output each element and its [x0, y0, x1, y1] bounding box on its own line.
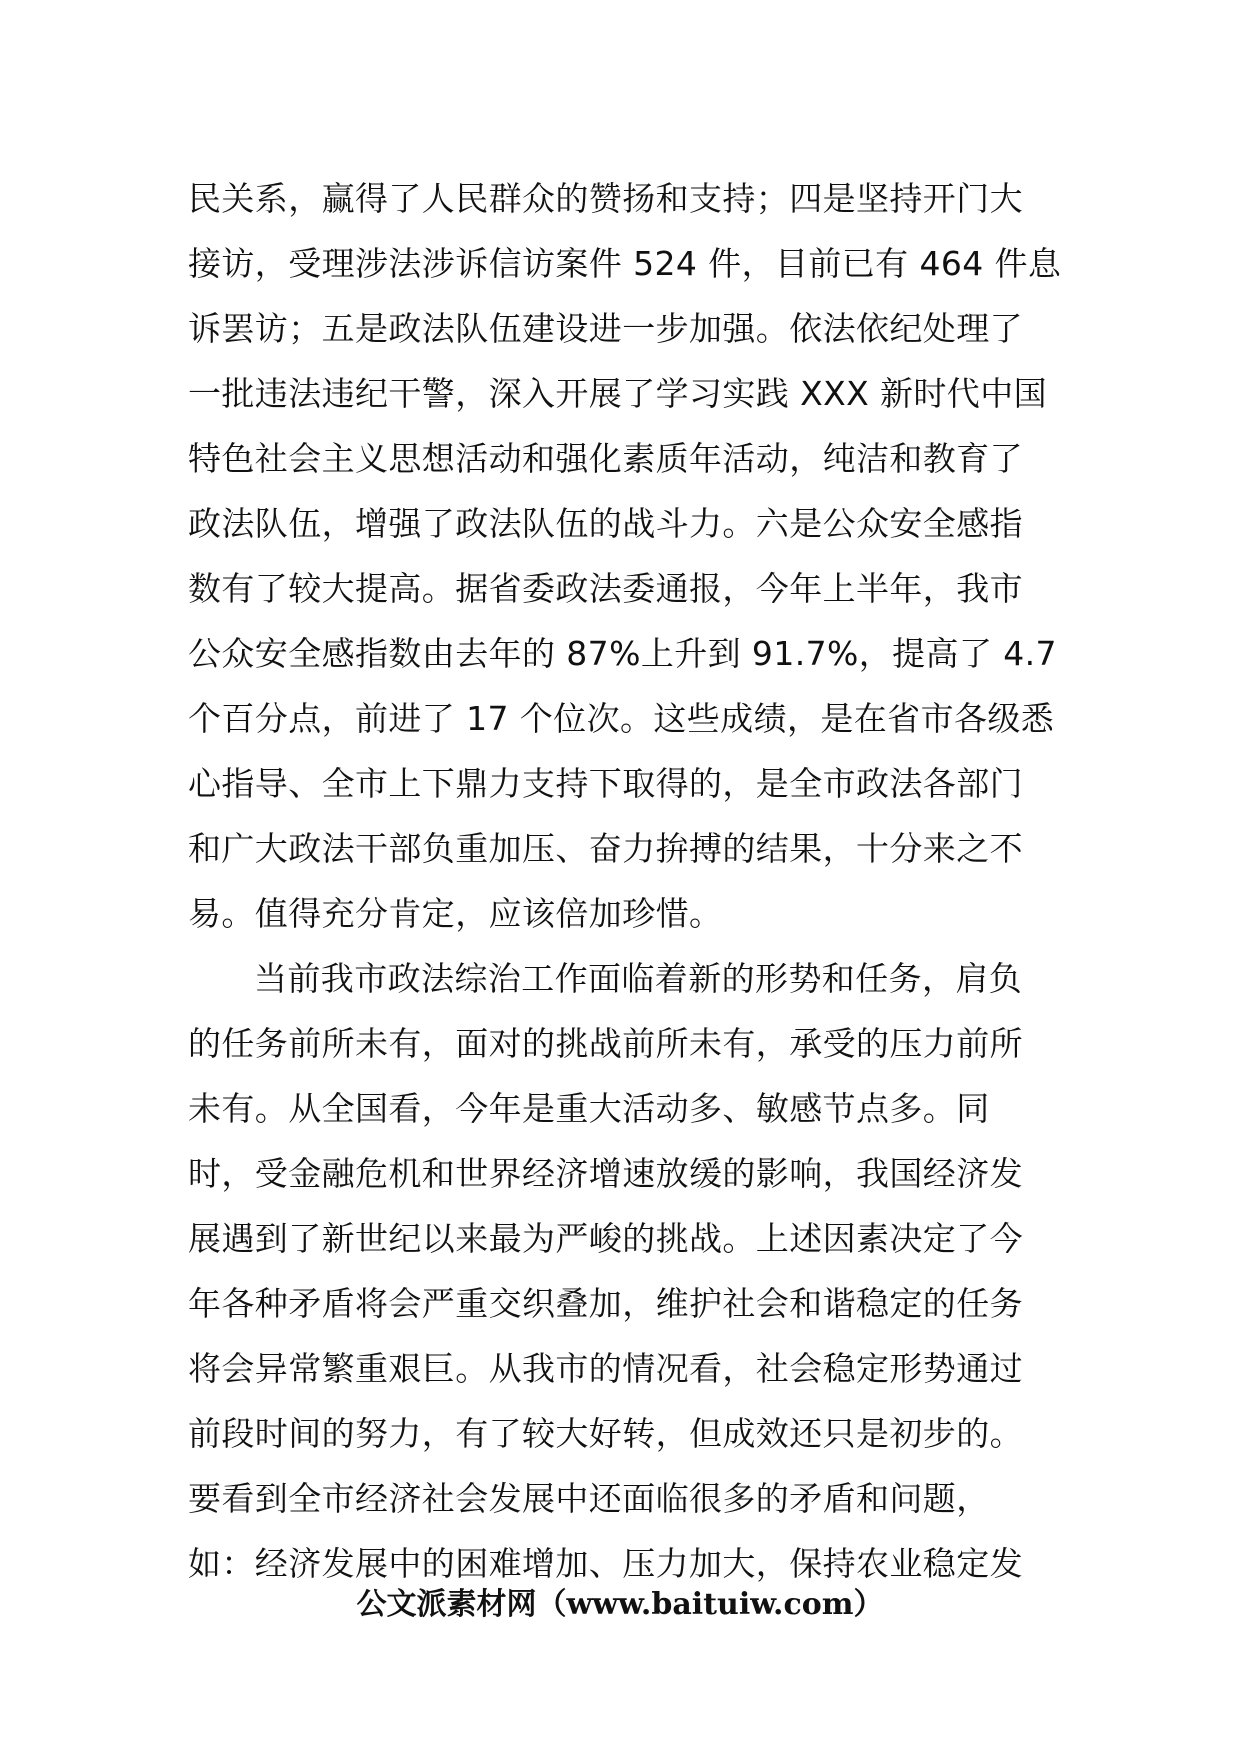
body-line: 特色社会主义思想活动和强化素质年活动，纯洁和教育了 [188, 439, 1023, 478]
paragraph-first-line: 当前我市政法综治工作面临着新的形势和任务，肩负 [254, 959, 1023, 998]
body-line: 民关系，赢得了人民群众的赞扬和支持；四是坚持开门大 [188, 179, 1023, 218]
body-line: 要看到全市经济社会发展中还面临很多的矛盾和问题， [188, 1479, 990, 1518]
body-line: 时，受金融危机和世界经济增速放缓的影响，我国经济发 [188, 1154, 1023, 1193]
body-line: 一批违法违纪干警，深入开展了学习实践 XXX 新时代中国 [188, 374, 1048, 413]
body-line: 诉罢访；五是政法队伍建设进一步加强。依法依纪处理了 [188, 309, 1023, 348]
document-body [188, 166, 1062, 1596]
body-line: 公众安全感指数由去年的 87%上升到 91.7%，提高了 4.7 [188, 634, 1057, 673]
body-line: 政法队伍，增强了政法队伍的战斗力。六是公众安全感指 [188, 504, 1023, 543]
body-line: 心指导、全市上下鼎力支持下取得的，是全市政法各部门 [188, 764, 1023, 803]
body-line: 和广大政法干部负重加压、奋力拚搏的结果，十分来之不 [188, 829, 1023, 868]
body-line: 如：经济发展中的困难增加、压力加大，保持农业稳定发 [188, 1544, 1023, 1583]
page-footer: 公文派素材网（www.baituiw.com） [356, 1587, 884, 1622]
body-line: 展遇到了新世纪以来最为严峻的挑战。上述因素决定了今 [188, 1219, 1023, 1258]
body-line: 前段时间的努力，有了较大好转，但成效还只是初步的。 [188, 1414, 1023, 1453]
body-line: 未有。从全国看，今年是重大活动多、敏感节点多。同 [188, 1089, 990, 1128]
body-line: 个百分点，前进了 17 个位次。这些成绩，是在省市各级悉 [188, 699, 1055, 738]
body-line: 将会异常繁重艰巨。从我市的情况看，社会稳定形势通过 [188, 1349, 1023, 1388]
body-line: 数有了较大提高。据省委政法委通报，今年上半年，我市 [188, 569, 1023, 608]
body-line: 接访，受理涉法涉诉信访案件 524 件，目前已有 464 件息 [188, 244, 1062, 283]
body-line: 的任务前所未有，面对的挑战前所未有，承受的压力前所 [188, 1024, 1023, 1063]
body-line: 年各种矛盾将会严重交织叠加，维护社会和谐稳定的任务 [188, 1284, 1023, 1323]
body-line: 易。值得充分肯定，应该倍加珍惜。 [188, 894, 723, 933]
